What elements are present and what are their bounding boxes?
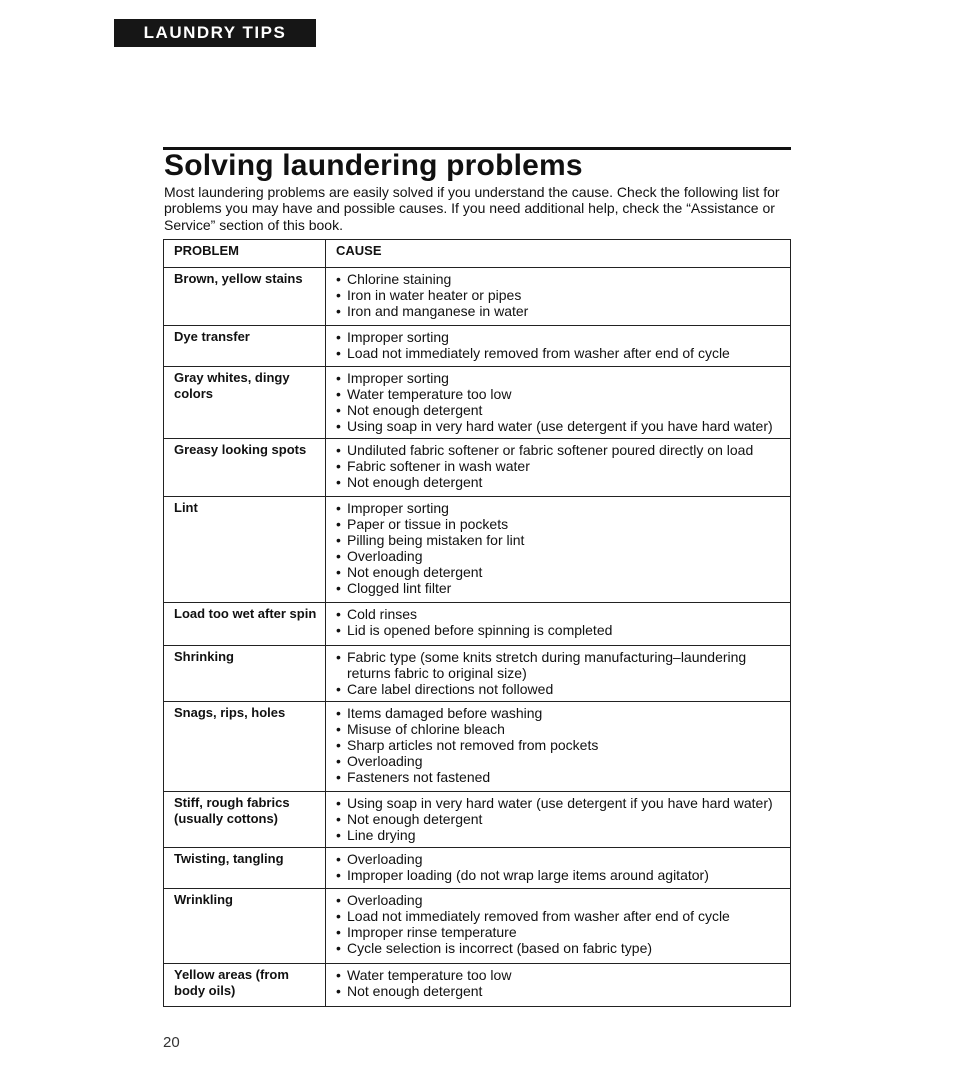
problem-cell: Stiff, rough fabrics (usually cottons) bbox=[164, 792, 326, 848]
cause-item: • Cycle selection is incorrect (based on fabric type) bbox=[336, 940, 786, 956]
cause-item: • Overloading bbox=[336, 892, 786, 908]
table-row bbox=[164, 889, 791, 964]
cause-item: • Water temperature too low bbox=[336, 967, 786, 983]
cause-cell bbox=[326, 497, 791, 603]
cause-list bbox=[336, 851, 786, 883]
table-row bbox=[164, 367, 791, 439]
cause-cell bbox=[326, 702, 791, 792]
problem-cell: Twisting, tangling bbox=[164, 848, 326, 889]
problem-cell: Dye transfer bbox=[164, 326, 326, 367]
cause-list bbox=[336, 795, 786, 843]
cause-item: • Using soap in very hard water (use detergent if you have hard water) bbox=[336, 795, 786, 811]
cause-item: • Not enough detergent bbox=[336, 474, 786, 490]
table-row bbox=[164, 646, 791, 702]
cause-list bbox=[336, 705, 786, 785]
table-row bbox=[164, 326, 791, 367]
cause-cell bbox=[326, 439, 791, 497]
cause-item: • Not enough detergent bbox=[336, 564, 786, 580]
table-row bbox=[164, 439, 791, 497]
cause-item: • Overloading bbox=[336, 851, 786, 867]
problems-table-body bbox=[164, 268, 791, 1007]
cause-item: • Clogged lint filter bbox=[336, 580, 786, 596]
cause-item: • Not enough detergent bbox=[336, 811, 786, 827]
cause-list bbox=[336, 329, 786, 361]
cause-list bbox=[336, 370, 786, 434]
problem-cell: Greasy looking spots bbox=[164, 439, 326, 497]
problem-column-header: PROBLEM bbox=[164, 240, 326, 268]
cause-item: • Chlorine staining bbox=[336, 271, 786, 287]
cause-item: • Improper rinse temperature bbox=[336, 924, 786, 940]
cause-item: • Pilling being mistaken for lint bbox=[336, 532, 786, 548]
table-row bbox=[164, 603, 791, 646]
cause-item: • Sharp articles not removed from pockets bbox=[336, 737, 786, 753]
cause-item: • Undiluted fabric softener or fabric softener poured directly on load bbox=[336, 442, 786, 458]
cause-item: • Water temperature too low bbox=[336, 386, 786, 402]
cause-list bbox=[336, 442, 786, 490]
cause-item: • Lid is opened before spinning is completed bbox=[336, 622, 786, 638]
cause-item: • Overloading bbox=[336, 548, 786, 564]
problems-table bbox=[163, 239, 791, 1007]
cause-list bbox=[336, 649, 786, 697]
cause-item: • Paper or tissue in pockets bbox=[336, 516, 786, 532]
table-row bbox=[164, 702, 791, 792]
cause-item: • Misuse of chlorine bleach bbox=[336, 721, 786, 737]
table-header-row bbox=[164, 240, 791, 268]
problem-cell: Snags, rips, holes bbox=[164, 702, 326, 792]
cause-cell bbox=[326, 792, 791, 848]
section-tag: LAUNDRY TIPS bbox=[114, 19, 316, 47]
table-row bbox=[164, 497, 791, 603]
cause-item: • Items damaged before washing bbox=[336, 705, 786, 721]
table-row bbox=[164, 268, 791, 326]
cause-column-header: CAUSE bbox=[326, 240, 791, 268]
cause-list bbox=[336, 606, 786, 638]
cause-item: • Iron and manganese in water bbox=[336, 303, 786, 319]
problem-cell: Wrinkling bbox=[164, 889, 326, 964]
cause-item: • Improper loading (do not wrap large items around agitator) bbox=[336, 867, 786, 883]
cause-list bbox=[336, 500, 786, 596]
page-title: Solving laundering problems bbox=[164, 149, 583, 182]
problem-cell: Load too wet after spin bbox=[164, 603, 326, 646]
cause-item: • Overloading bbox=[336, 753, 786, 769]
cause-cell bbox=[326, 848, 791, 889]
cause-cell bbox=[326, 889, 791, 964]
table-row bbox=[164, 848, 791, 889]
cause-item: • Iron in water heater or pipes bbox=[336, 287, 786, 303]
cause-list bbox=[336, 892, 786, 956]
problem-cell: Lint bbox=[164, 497, 326, 603]
intro-paragraph: Most laundering problems are easily solved if you understand the cause. Check the following list for problems you may have and possible causes. If you need additional help, check the “Assistance or Service” section of this book. bbox=[164, 184, 780, 233]
cause-cell bbox=[326, 326, 791, 367]
table-row bbox=[164, 792, 791, 848]
cause-cell bbox=[326, 964, 791, 1007]
cause-cell bbox=[326, 367, 791, 439]
cause-cell bbox=[326, 268, 791, 326]
cause-item: • Load not immediately removed from washer after end of cycle bbox=[336, 908, 786, 924]
cause-item: • Not enough detergent bbox=[336, 402, 786, 418]
cause-cell bbox=[326, 646, 791, 702]
problem-cell: Gray whites, dingy colors bbox=[164, 367, 326, 439]
cause-item: • Fabric type (some knits stretch during manufacturing–laundering returns fabric to original size) bbox=[336, 649, 786, 681]
cause-item: • Fabric softener in wash water bbox=[336, 458, 786, 474]
problem-cell: Brown, yellow stains bbox=[164, 268, 326, 326]
page-number: 20 bbox=[163, 1034, 180, 1051]
cause-item: • Improper sorting bbox=[336, 370, 786, 386]
cause-item: • Using soap in very hard water (use detergent if you have hard water) bbox=[336, 418, 786, 434]
cause-list bbox=[336, 271, 786, 319]
problem-cell: Yellow areas (from body oils) bbox=[164, 964, 326, 1007]
cause-item: • Care label directions not followed bbox=[336, 681, 786, 697]
problem-cell: Shrinking bbox=[164, 646, 326, 702]
cause-item: • Fasteners not fastened bbox=[336, 769, 786, 785]
table-row bbox=[164, 964, 791, 1007]
cause-item: • Not enough detergent bbox=[336, 983, 786, 999]
cause-cell bbox=[326, 603, 791, 646]
cause-item: • Improper sorting bbox=[336, 329, 786, 345]
cause-list bbox=[336, 967, 786, 999]
cause-item: • Improper sorting bbox=[336, 500, 786, 516]
cause-item: • Load not immediately removed from washer after end of cycle bbox=[336, 345, 786, 361]
cause-item: • Cold rinses bbox=[336, 606, 786, 622]
cause-item: • Line drying bbox=[336, 827, 786, 843]
